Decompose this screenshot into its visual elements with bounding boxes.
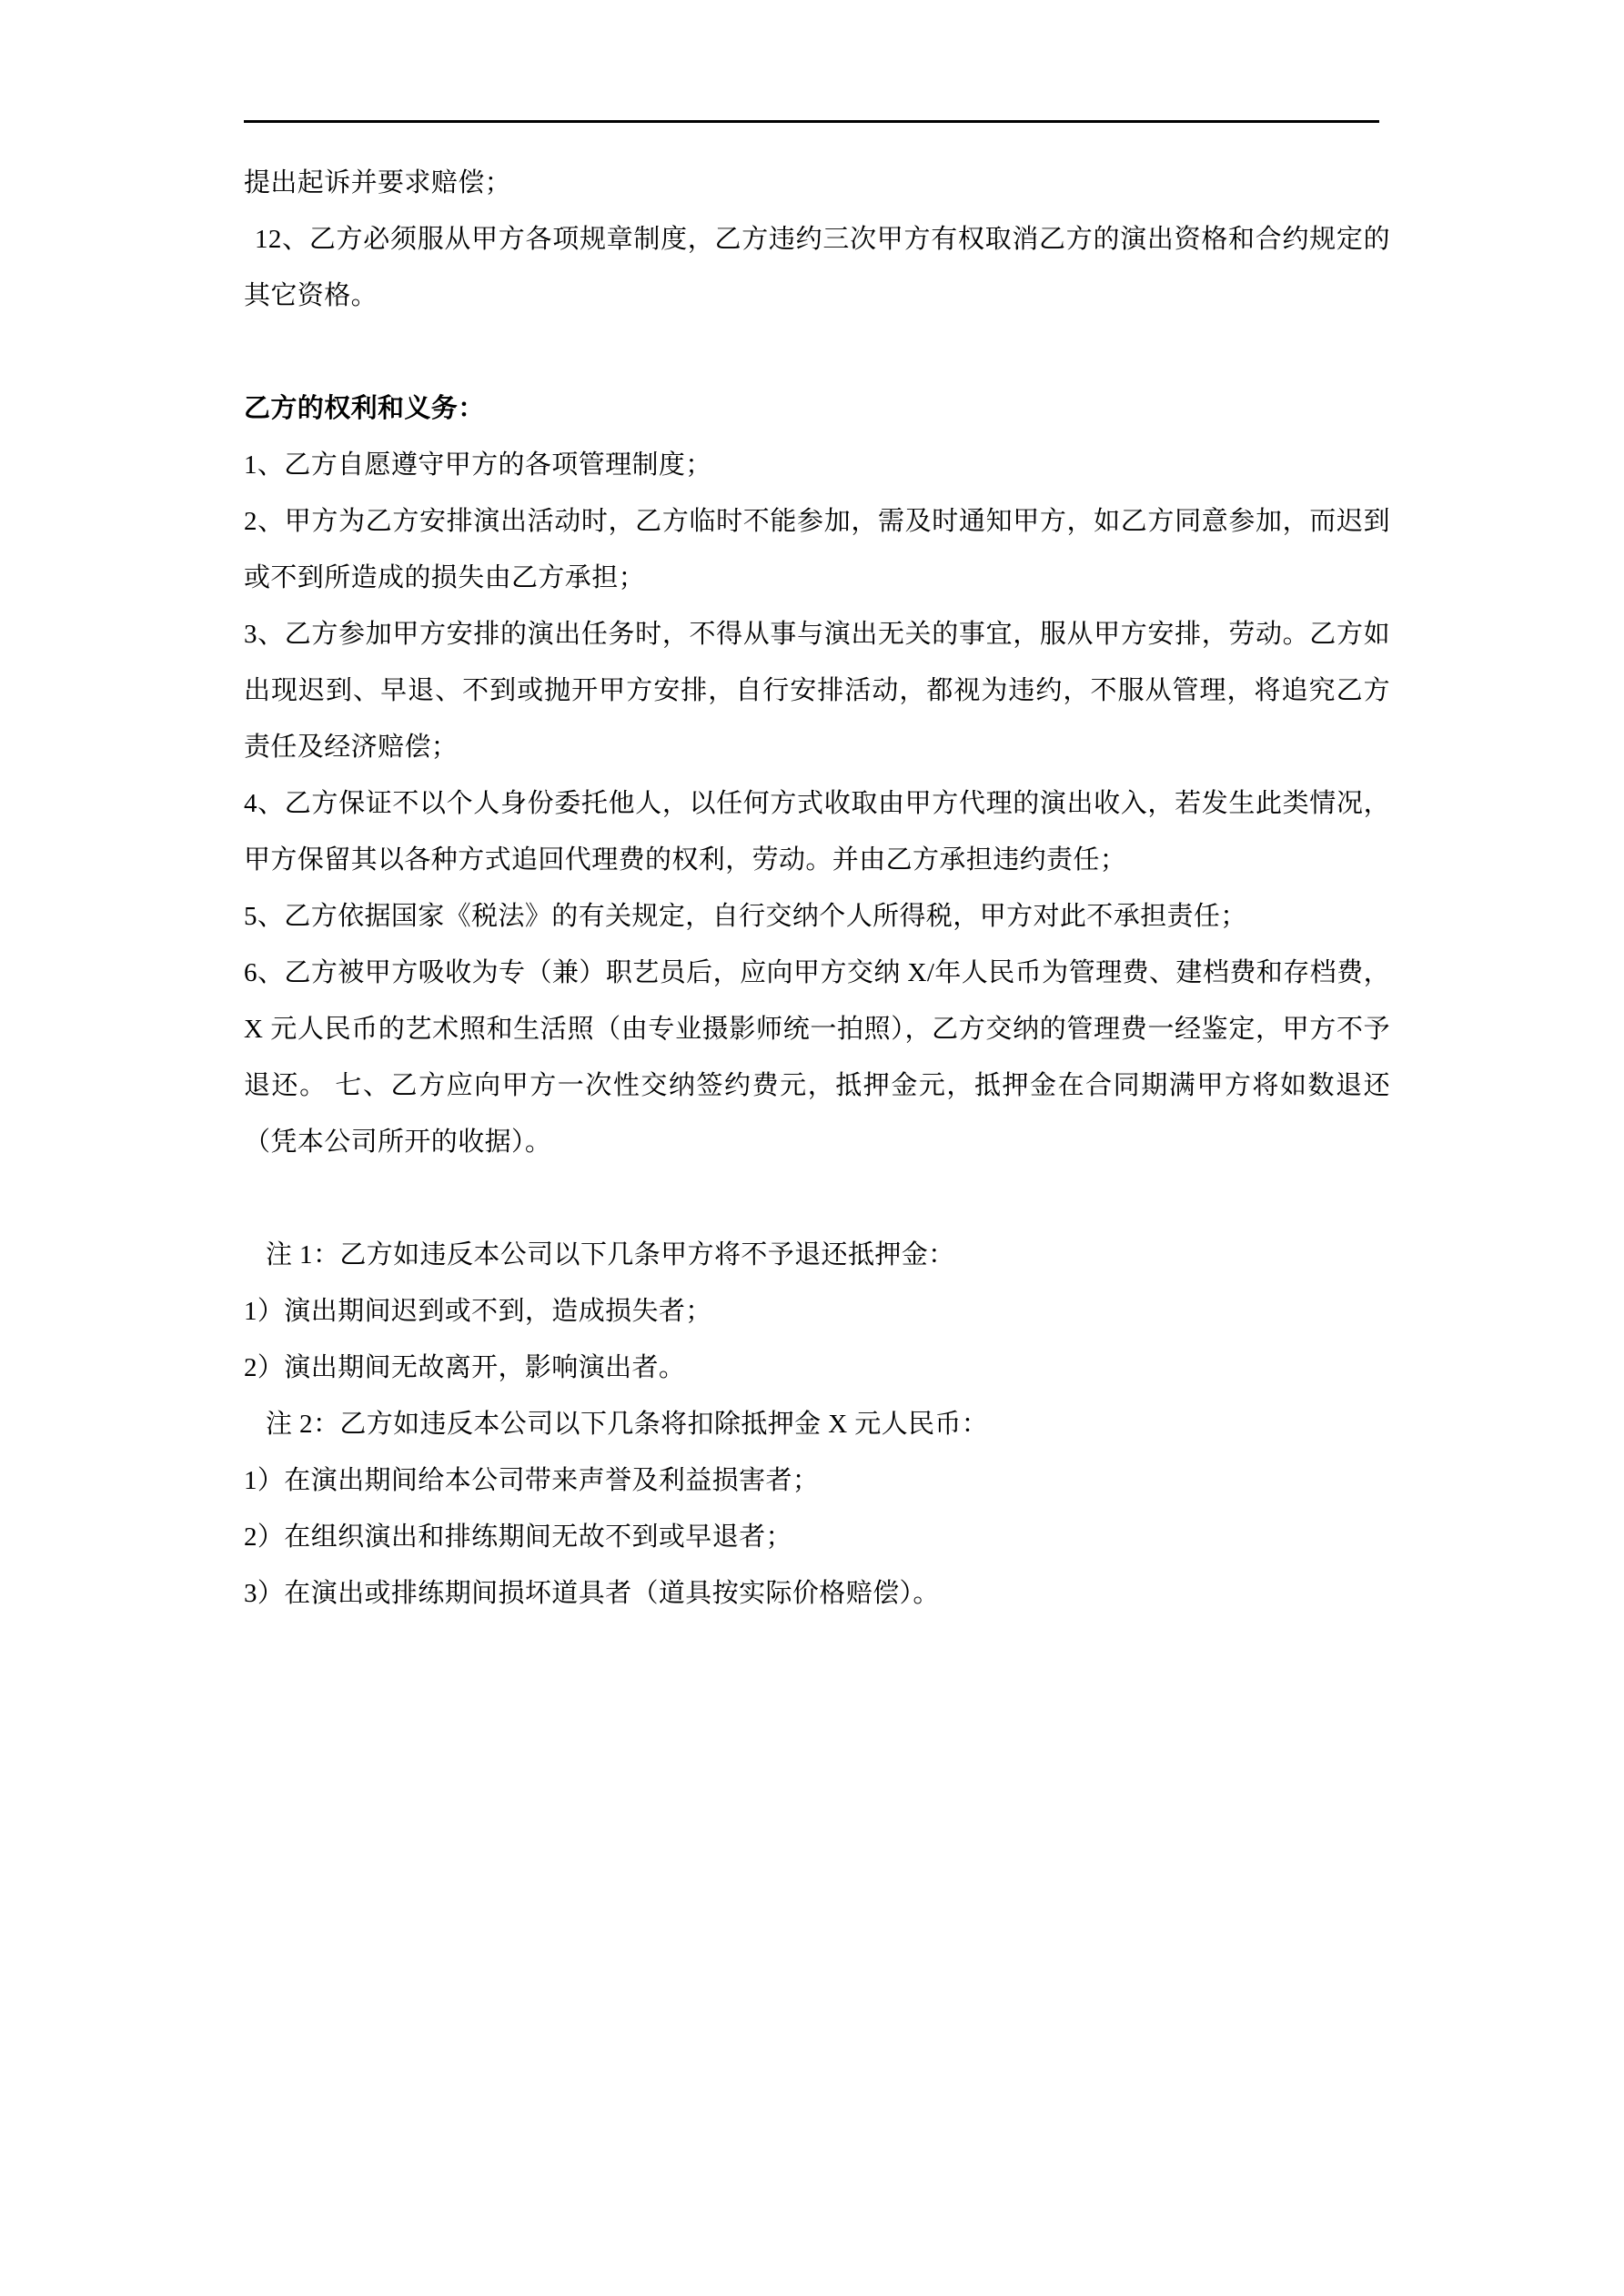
note-2-item-3: 3）在演出或排练期间损坏道具者（道具按实际价格赔偿）。 — [244, 1579, 940, 1608]
document-body — [244, 155, 1390, 1622]
note-2-title: 注 2：乙方如违反本公司以下几条将扣除抵押金 X 元人民币： — [266, 1410, 989, 1439]
note-1-item-2: 2）演出期间无故离开，影响演出者。 — [244, 1353, 686, 1382]
clause-6: 6、乙方被甲方吸收为专（兼）职艺员后，应向甲方交纳 X/年人民币为管理费、建档费和存档费，X 元人民币的艺术照和生活照（由专业摄影师统一拍照），乙方交纳的管理费一经鉴定，甲方不予退还。 七、乙方应向甲方一次性交纳签约费元，抵押金元，抵押金在合同期满甲方将如数退还（凭本公司所开的收据）。 — [244, 958, 1390, 1157]
clause-3: 3、乙方参加甲方安排的演出任务时，不得从事与演出无关的事宜，服从甲方安排，劳动。乙方如出现迟到、早退、不到或抛开甲方安排，自行安排活动，都视为违约，不服从管理，将追究乙方责任及经济赔偿； — [244, 620, 1390, 762]
clause-1: 1、乙方自愿遵守甲方的各项管理制度； — [244, 450, 712, 480]
section-heading-party-b-rights: 乙方的权利和义务： — [244, 394, 485, 423]
note-1-item-1: 1）演出期间迟到或不到，造成损失者； — [244, 1297, 712, 1326]
note-2-item-1: 1）在演出期间给本公司带来声誉及利益损害者； — [244, 1466, 820, 1495]
clause-4: 4、乙方保证不以个人身份委托他人，以任何方式收取由甲方代理的演出收入，若发生此类情况，甲方保留其以各种方式追回代理费的权利，劳动。并由乙方承担违约责任； — [244, 789, 1390, 875]
section-spacer-2 — [244, 1170, 1390, 1227]
note-2-item-2: 2）在组织演出和排练期间无故不到或早退者； — [244, 1522, 792, 1552]
section-spacer-1 — [244, 324, 1390, 380]
paragraph-continuation: 提出起诉并要求赔偿； — [244, 168, 512, 197]
header-divider — [244, 120, 1379, 123]
clause-12: 12、乙方必须服从甲方各项规章制度，乙方违约三次甲方有权取消乙方的演出资格和合约规定的其它资格。 — [244, 225, 1390, 310]
note-1-title: 注 1：乙方如违反本公司以下几条甲方将不予退还抵押金： — [266, 1240, 955, 1269]
clause-5: 5、乙方依据国家《税法》的有关规定，自行交纳个人所得税，甲方对此不承担责任； — [244, 902, 1247, 931]
clause-2: 2、甲方为乙方安排演出活动时，乙方临时不能参加，需及时通知甲方，如乙方同意参加，而迟到或不到所造成的损失由乙方承担； — [244, 507, 1390, 592]
